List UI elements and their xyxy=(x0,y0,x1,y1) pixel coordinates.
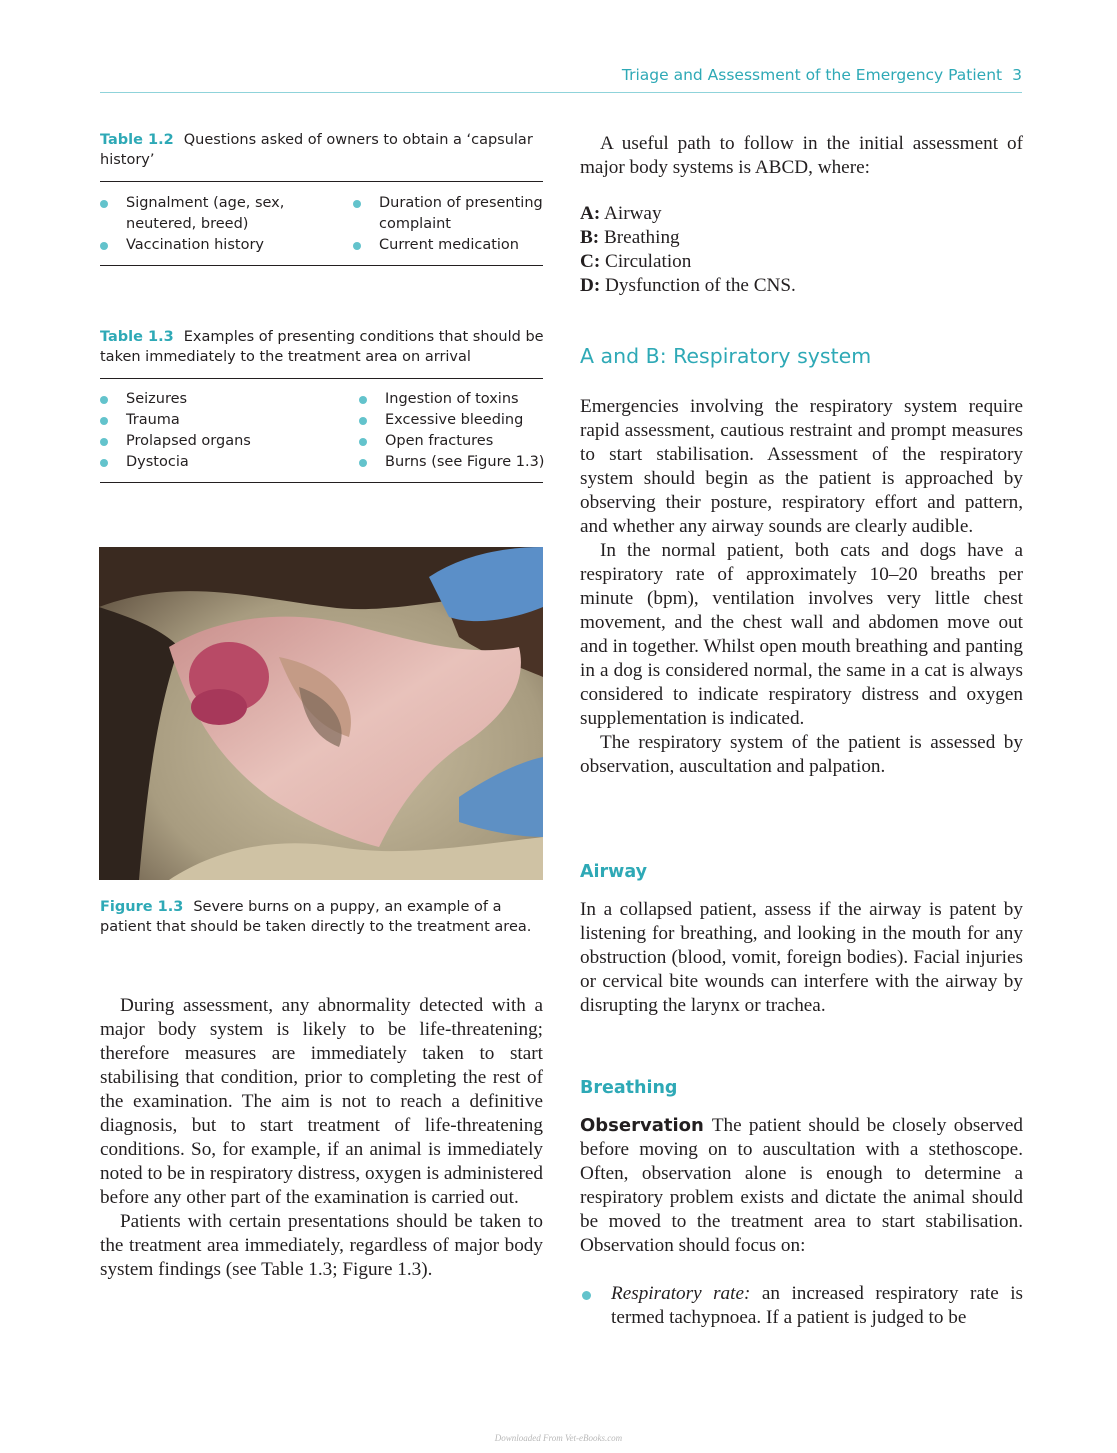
list-item: Trauma xyxy=(100,410,340,431)
observation-paragraph xyxy=(580,1114,1023,1258)
list-item: Excessive bleeding xyxy=(359,410,559,431)
observation-body: The patient should be closely observed before moving on to auscultation with a stethoscope. Often, observation alone is enough to determine a respiratory problem exists and dictate the animal should be moved to the treatment area to start stabilisation. Observation should focus on: xyxy=(580,1115,1023,1256)
list-item: Vaccination history xyxy=(100,235,340,256)
table-1-3-col2 xyxy=(359,389,559,473)
bullet-icon xyxy=(100,200,108,208)
table-1-3-top-rule xyxy=(100,378,543,379)
table-1-2-top-rule xyxy=(100,181,543,182)
running-header-title: Triage and Assessment of the Emergency Patient xyxy=(621,66,1003,84)
figure-1-3-label: Figure 1.3 xyxy=(100,899,184,915)
bullet-icon xyxy=(359,417,367,425)
table-1-2-label: Table 1.2 xyxy=(100,132,174,148)
page-number: 3 xyxy=(1012,66,1022,84)
observation-runin-heading: Observation xyxy=(580,1115,704,1136)
table-1-2-caption xyxy=(100,130,544,170)
running-header xyxy=(100,66,1022,84)
section-heading-respiratory: A and B: Respiratory system xyxy=(580,344,872,368)
respiratory-paragraph-1: Emergencies involving the respiratory system require rapid assessment, cautious restraint and prompt measures to start stabilisation. Assessment of the respiratory system should begin as the patient is approached by observing their posture, respiratory effort and pattern, and whether any airway sounds are clearly audible. xyxy=(580,396,1023,537)
list-item: Burns (see Figure 1.3) xyxy=(359,452,559,473)
table-1-3-col1 xyxy=(100,389,340,473)
bullet-icon xyxy=(359,396,367,404)
table-1-3-caption-line1: Examples of presenting conditions that should be xyxy=(183,329,544,345)
burned-puppy-photo xyxy=(99,547,543,880)
abcd-item-c: C: Circulation xyxy=(580,251,692,272)
download-watermark: Downloaded From Vet-eBooks.com xyxy=(494,1433,623,1443)
respiratory-paragraph-2: In the normal patient, both cats and dogs have a respiratory rate of approximately 10–20 breaths per minute (bpm), ventilation involves very little chest movement, and the chest wall and abdomen move out and in together. Whilst open mouth breathing and panting in a dog is considered normal, the same in a cat is always considered to indicate respiratory distress and oxygen supplementation is indicated. xyxy=(580,540,1023,729)
table-1-2-col1 xyxy=(100,193,340,256)
table-1-2-caption-line2: history’ xyxy=(100,152,155,168)
bullet-icon xyxy=(353,200,361,208)
observation-text xyxy=(580,1114,1023,1258)
left-paragraph-1: During assessment, any abnormality detected with a major body system is likely to be life-threatening; therefore measures are immediately taken to start stabilising that condition, prior to completing the rest of the examination. The aim is not to reach a definitive diagnosis, but to start treatment of life-threatening conditions. So, for example, if an animal is immediately noted to be in respiratory distress, oxygen is administered before any other part of the examination is carried out. xyxy=(100,995,543,1208)
table-1-3-caption-line2: taken immediately to the treatment area on arrival xyxy=(100,349,471,365)
abcd-item-d: D: Dysfunction of the CNS. xyxy=(580,275,796,296)
figure-1-3-caption-line1: Severe burns on a puppy, an example of a xyxy=(193,899,502,915)
table-1-3-bottom-rule xyxy=(100,482,543,483)
abcd-list xyxy=(580,202,1023,298)
bullet-icon xyxy=(100,459,108,467)
list-item: Duration of presenting complaint xyxy=(353,193,553,235)
list-item: Ingestion of toxins xyxy=(359,389,559,410)
bullet-text: an increased respiratory rate is termed tachypnoea. If a patient is judged to be xyxy=(611,1283,1023,1328)
airway-paragraph: In a collapsed patient, assess if the airway is patent by listening for breathing, and looking in the mouth for any obstruction (blood, vomit, foreign bodies). Facial injuries or cervical bite wounds can interfere with the airway by disrupting the larynx or trachea. xyxy=(580,899,1023,1016)
right-intro xyxy=(580,132,1023,180)
bullet-icon xyxy=(582,1291,591,1300)
list-item: Seizures xyxy=(100,389,340,410)
bullet-icon xyxy=(353,242,361,250)
subheading-airway: Airway xyxy=(580,862,648,882)
airway-text xyxy=(580,898,1023,1018)
table-1-2-bottom-rule xyxy=(100,265,543,266)
respiratory-paragraph-3: The respiratory system of the patient is assessed by observation, auscultation and palpation. xyxy=(580,732,1023,777)
observation-list xyxy=(580,1282,1023,1330)
list-item: Signalment (age, sex, neutered, breed) xyxy=(100,193,340,235)
left-paragraph-2: Patients with certain presentations should be taken to the treatment area immediately, regardless of major body system findings (see Table 1.3; Figure 1.3). xyxy=(100,1211,543,1280)
table-1-3-caption xyxy=(100,327,544,367)
list-item: Open fractures xyxy=(359,431,559,452)
figure-1-3-caption-line2: patient that should be taken directly to the treatment area. xyxy=(100,919,532,935)
bullet-icon xyxy=(359,459,367,467)
abcd-item-b: B: Breathing xyxy=(580,227,680,248)
list-item: Current medication xyxy=(353,235,553,256)
left-body-text xyxy=(100,994,543,1282)
abcd-intro: A useful path to follow in the initial assessment of major body systems is ABCD, where: xyxy=(580,133,1023,178)
table-1-3-label: Table 1.3 xyxy=(100,329,174,345)
header-rule xyxy=(100,92,1022,93)
bullet-icon xyxy=(100,438,108,446)
abcd-item-a: A: Airway xyxy=(580,203,662,224)
subheading-breathing: Breathing xyxy=(580,1078,678,1098)
list-item: Prolapsed organs xyxy=(100,431,340,452)
figure-1-3-photo xyxy=(99,547,543,880)
list-item: Dystocia xyxy=(100,452,340,473)
respiratory-text xyxy=(580,395,1023,779)
figure-1-3-caption xyxy=(100,897,544,937)
bullet-icon xyxy=(359,438,367,446)
bullet-icon xyxy=(100,242,108,250)
bullet-icon xyxy=(100,396,108,404)
table-1-2-col2 xyxy=(353,193,553,256)
bullet-icon xyxy=(100,417,108,425)
bullet-term: Respiratory rate: xyxy=(611,1283,751,1304)
list-item xyxy=(580,1282,1023,1330)
table-1-2-caption-line1: Questions asked of owners to obtain a ‘capsular xyxy=(183,132,533,148)
